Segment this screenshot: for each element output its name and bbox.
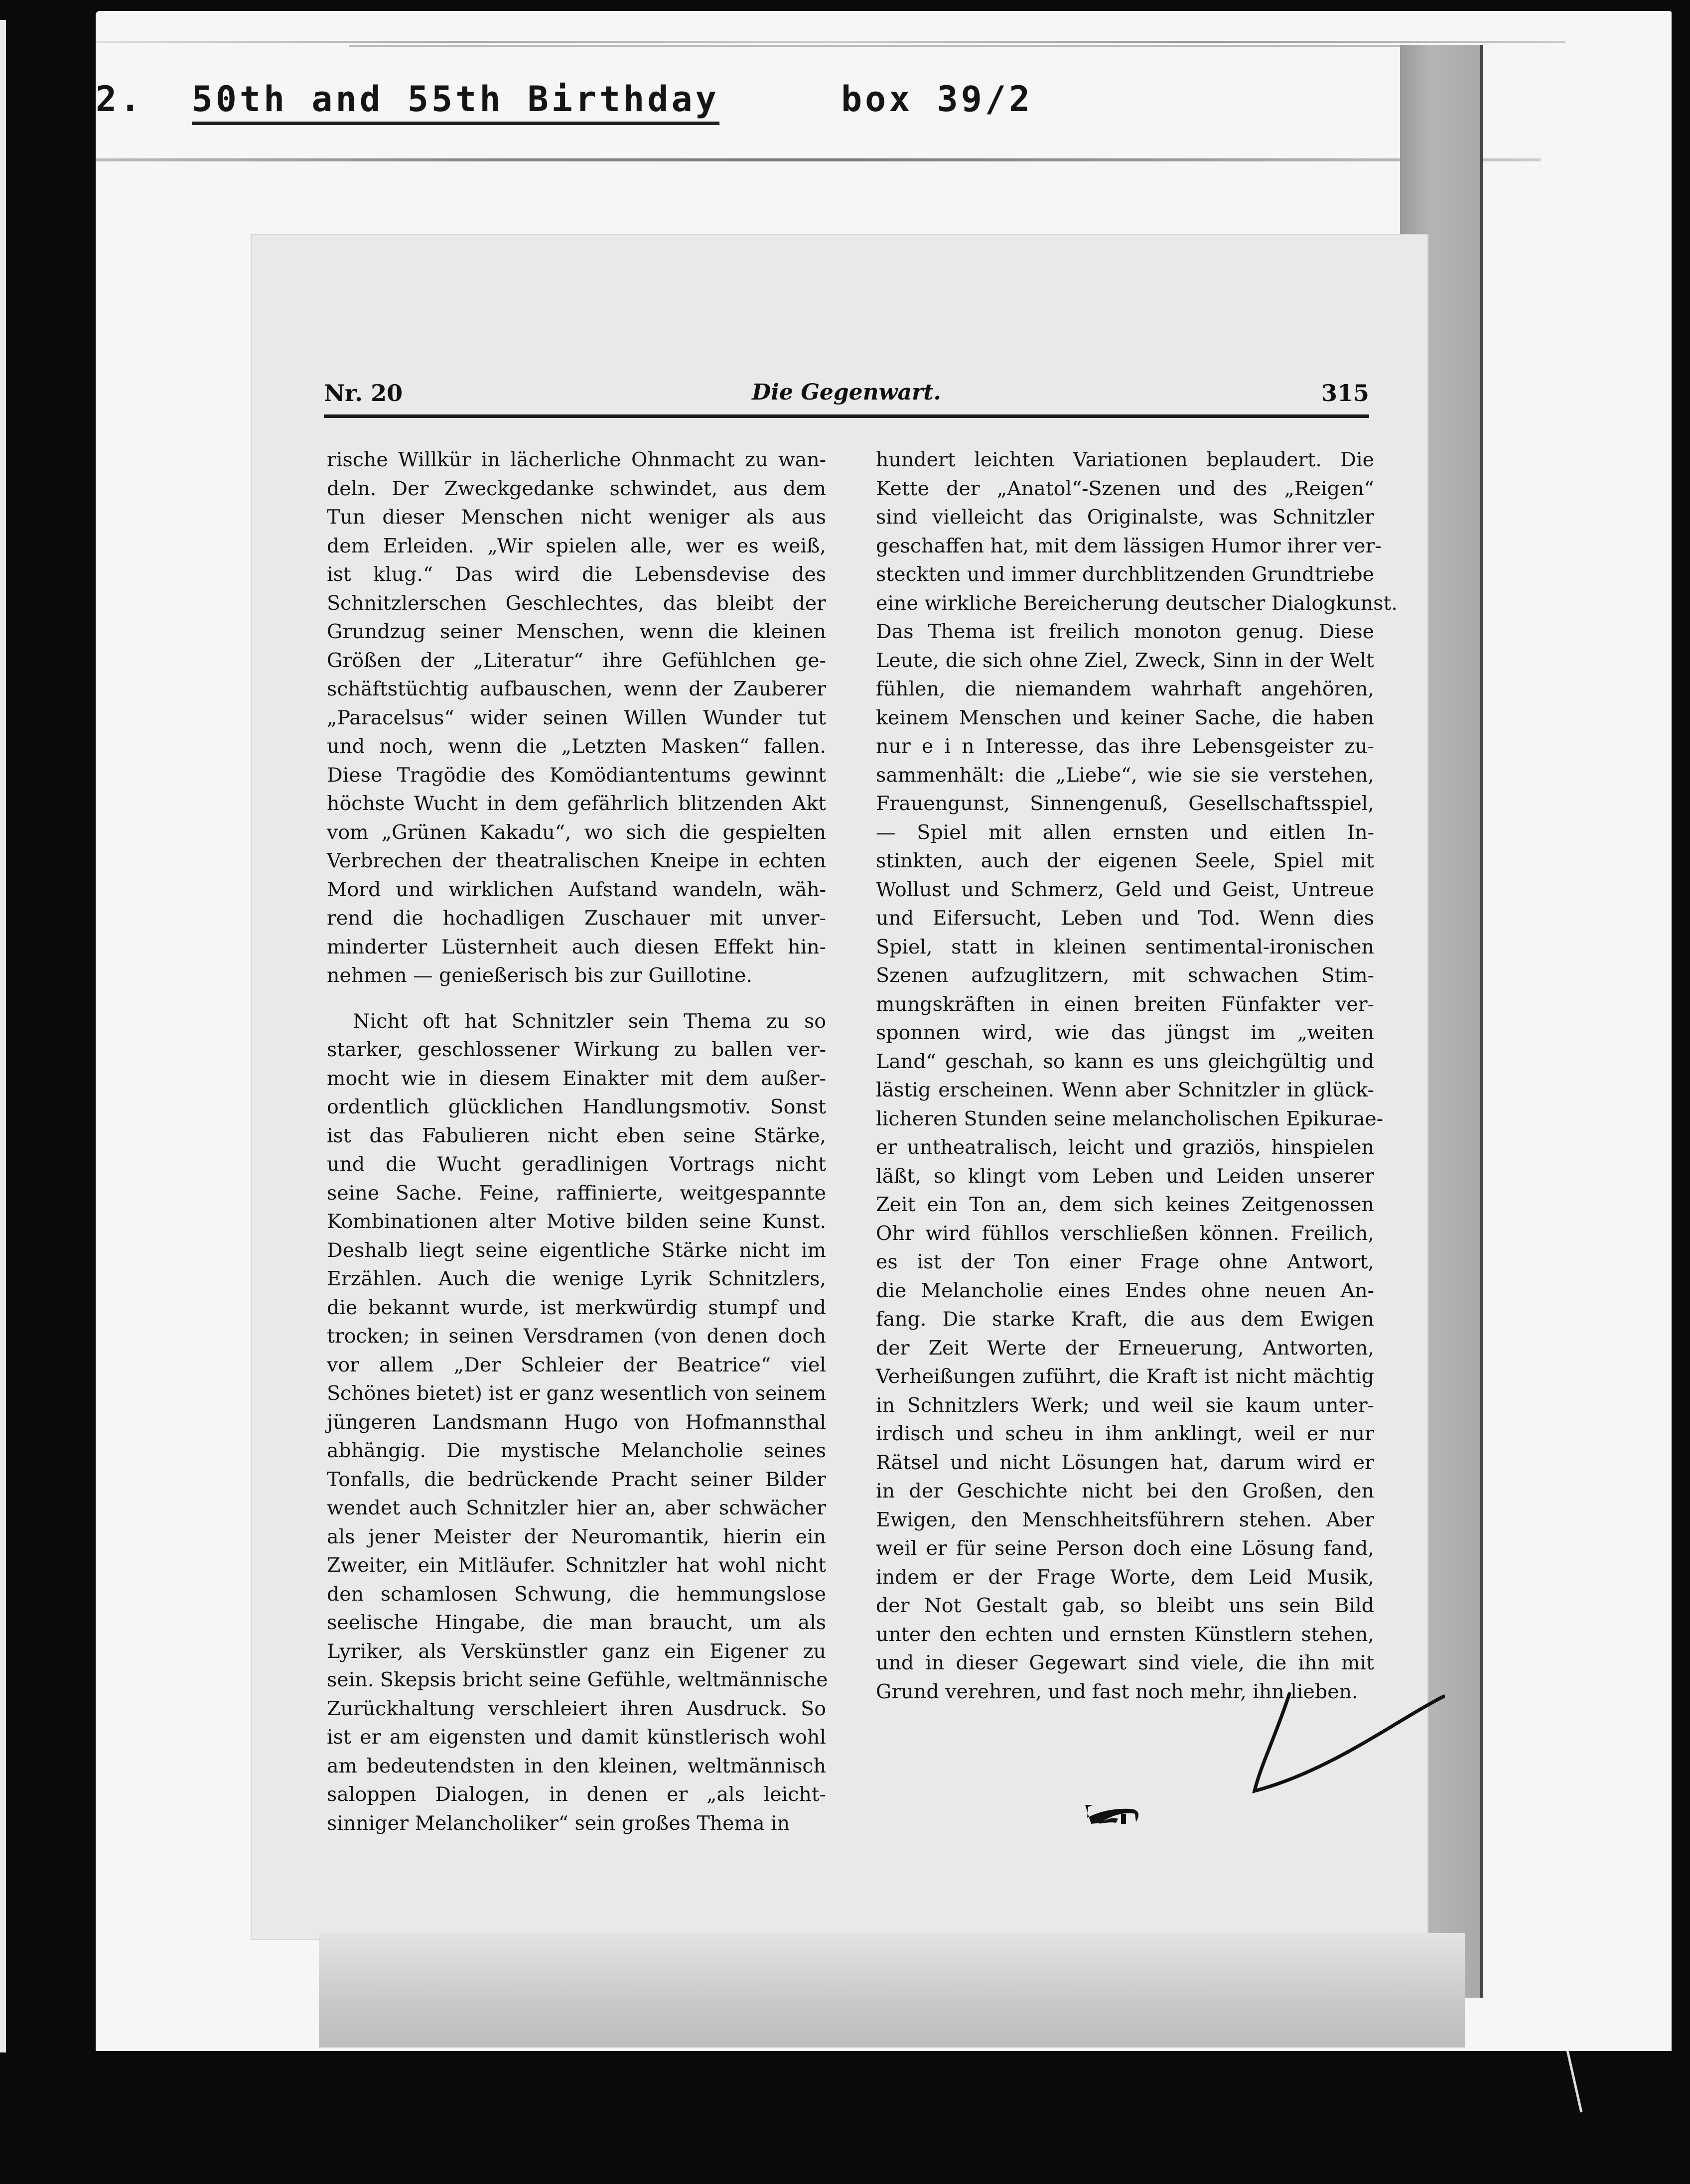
article-line: Kombinationen alter Motive bilden seine Kunst. <box>327 1210 826 1233</box>
running-head <box>324 380 1369 410</box>
pencil-check-mark-icon <box>1246 1691 1445 1796</box>
article-line: „Paracelsus“ wider seinen Willen Wunder tut <box>327 706 826 729</box>
article-line: Tonfalls, die bedrückende Pracht seiner Bilder <box>327 1468 826 1491</box>
page-number: 315 <box>1321 380 1369 407</box>
article-column-left <box>327 446 826 1838</box>
article-line: sein. Skepsis bricht seine Gefühle, weltmännische <box>327 1668 828 1691</box>
article-column-right <box>876 446 1398 1706</box>
article-line: in Schnitzlers Werk; und weil sie kaum unter- <box>876 1393 1374 1417</box>
article-line: starker, geschlossener Wirkung zu ballen ver- <box>327 1038 826 1061</box>
article-line: und in dieser Gegewart sind viele, die ihn mit <box>876 1651 1374 1674</box>
article-line: sponnen wird, wie das jüngst im „weiten <box>876 1021 1374 1044</box>
article-line: ordentlich glücklichen Handlungsmotiv. Sonst <box>327 1095 826 1118</box>
article-line: geschaffen hat, mit dem lässigen Humor ihrer ver- <box>876 534 1382 557</box>
paragraph-gap <box>327 990 826 1007</box>
publication-title: Die Gegenwart. <box>752 380 941 405</box>
article-line: Ohr wird fühllos verschließen können. Freilich, <box>876 1222 1374 1245</box>
article-line: saloppen Dialogen, in denen er „als leicht- <box>327 1783 826 1806</box>
folder-rule-top <box>96 41 1565 43</box>
article-line: hundert leichten Variationen beplaudert. Die <box>876 448 1374 471</box>
pencil-stroke <box>1255 1694 1444 1791</box>
article-line: mungskräften in einen breiten Fünfakter ver- <box>876 992 1374 1016</box>
article-line: — Spiel mit allen ernsten und eitlen In- <box>876 820 1374 844</box>
article-line: Spiel, statt in kleinen sentimental-ironischen <box>876 935 1374 958</box>
article-line: Frauengunst, Sinnengenuß, Gesellschaftsspiel, <box>876 792 1374 815</box>
article-line: weil er für seine Person doch eine Lösung fand, <box>876 1537 1374 1560</box>
article-line: rend die hochadligen Zuschauer mit unver- <box>327 907 826 930</box>
article-line: schäftstüchtig aufbauschen, wenn der Zauberer <box>327 678 826 700</box>
article-line: jüngeren Landsmann Hugo von Hofmannsthal <box>327 1410 826 1434</box>
article-line: und die Wucht geradlinigen Vortrags nicht <box>327 1153 826 1176</box>
article-line: Das Thema ist freilich monoton genug. Diese <box>876 620 1374 643</box>
article-line: Zeit ein Ton an, dem sich keines Zeitgenossen <box>876 1193 1374 1216</box>
article-line: sammenhält: die „Liebe“, wie sie sie verstehen, <box>876 763 1374 787</box>
article-line: Grund verehren, und fast noch mehr, ihn lieben. <box>876 1680 1358 1703</box>
article-line: Wollust und Schmerz, Geld und Geist, Untreue <box>876 878 1374 901</box>
article-line: höchste Wucht in dem gefährlich blitzenden Akt <box>327 792 826 815</box>
article-line: rische Willkür in lächerliche Ohnmacht zu wan- <box>327 448 826 471</box>
article-line: Mord und wirklichen Aufstand wandeln, wäh- <box>327 878 826 901</box>
article-line: Schnitzlerschen Geschlechtes, das bleibt der <box>327 591 826 615</box>
article-line: Schönes bietet) ist er ganz wesentlich von seinem <box>327 1382 827 1405</box>
article-line: unter den echten und ernsten Künstlern stehen, <box>876 1623 1374 1646</box>
article-line: keinem Menschen und keiner Sache, die haben <box>876 706 1374 729</box>
article-line: und Eifersucht, Leben und Tod. Wenn dies <box>876 907 1374 930</box>
article-line: am bedeutendsten in den kleinen, weltmännisch <box>327 1754 826 1777</box>
article-line: indem er der Frage Worte, dem Leid Musik, <box>876 1565 1374 1589</box>
folder-title: 50th and 55th Birthday <box>192 79 719 125</box>
article-line: sinniger Melancholiker“ sein großes Thema in <box>327 1811 790 1835</box>
article-line: Ewigen, den Menschheitsführern stehen. Aber <box>876 1508 1374 1531</box>
article-line: Deshalb liegt seine eigentliche Stärke nicht im <box>327 1238 826 1262</box>
scanner-edge-strip <box>0 20 6 2052</box>
article-line: dem Erleiden. „Wir spielen alle, wer es weiß, <box>327 534 826 557</box>
article-line: vor allem „Der Schleier der Beatrice“ viel <box>327 1353 826 1376</box>
article-line: Szenen aufzuglitzern, mit schwachen Stim- <box>876 964 1374 987</box>
article-line: Kette der „Anatol“-Szenen und des „Reigen“ <box>876 477 1374 500</box>
article-line: in der Geschichte nicht bei den Großen, den <box>876 1480 1374 1502</box>
article-line: Verbrechen der theatralischen Kneipe in echten <box>327 849 826 872</box>
article-line: Größen der „Literatur“ ihre Gefühlchen ge- <box>327 649 826 672</box>
article-line: und noch, wenn die „Letzten Masken“ fallen. <box>327 735 826 758</box>
article-line: deln. Der Zweckgedanke schwindet, aus dem <box>327 477 826 500</box>
issue-number: Nr. 20 <box>324 380 403 407</box>
article-line: Diese Tragödie des Komödiantentums gewinnt <box>327 763 826 787</box>
article-line: abhängig. Die mystische Melancholie seines <box>327 1439 826 1462</box>
article-line: Lyriker, als Verskünstler ganz ein Eigener zu <box>327 1639 826 1663</box>
clipping-shadow <box>319 1933 1465 2048</box>
article-line: Rätsel und nicht Lösungen hat, darum wird er <box>876 1451 1374 1474</box>
article-line: vom „Grünen Kakadu“, wo sich die gespielten <box>327 820 826 844</box>
article-line: nehmen — genießerisch bis zur Guillotine. <box>327 964 752 987</box>
folder-section-number: 2. <box>96 79 144 120</box>
article-line: steckten und immer durchblitzenden Grundtriebe <box>876 563 1374 586</box>
signet-ornament-icon <box>1081 1801 1141 1831</box>
article-line: Verheißungen zuführt, die Kraft ist nicht mächtig <box>876 1365 1374 1388</box>
header-rule <box>324 414 1369 418</box>
article-line: Grundzug seiner Menschen, wenn die kleinen <box>327 620 826 643</box>
article-line: der Zeit Werte der Erneuerung, Antworten, <box>876 1336 1374 1360</box>
article-line: ist das Fabulieren nicht eben seine Stärke, <box>327 1124 826 1147</box>
article-line: läßt, so klingt vom Leben und Leiden unserer <box>876 1164 1374 1188</box>
article-line: sind vielleicht das Originalste, was Schnitzler <box>876 506 1374 529</box>
folder-box-number: box 39/2 <box>841 79 1033 120</box>
article-line: Tun dieser Menschen nicht weniger als aus <box>327 506 826 529</box>
article-line: ist er am eigensten und damit künstlerisch wohl <box>327 1726 826 1749</box>
article-line: Zurückhaltung verschleiert ihren Ausdruck. So <box>327 1697 826 1720</box>
article-line: fühlen, die niemandem wahrhaft angehören, <box>876 678 1374 700</box>
article-line: wendet auch Schnitzler hier an, aber schwächer <box>327 1497 826 1519</box>
article-line: die bekannt wurde, ist merkwürdig stumpf und <box>327 1296 826 1319</box>
article-line: es ist der Ton einer Frage ohne Antwort, <box>876 1250 1374 1273</box>
article-line: trocken; in seinen Versdramen (von denen doch <box>327 1325 826 1348</box>
article-line: lästig erscheinen. Wenn aber Schnitzler in glück- <box>876 1079 1374 1101</box>
article-line: irdisch und scheu in ihm anklingt, weil er nur <box>876 1422 1374 1445</box>
article-line: seine Sache. Feine, raffinierte, weitgespannte <box>327 1181 826 1205</box>
article-line: stinkten, auch der eigenen Seele, Spiel mit <box>876 849 1374 872</box>
article-line: Erzählen. Auch die wenige Lyrik Schnitzlers, <box>327 1267 826 1290</box>
article-line: Nicht oft hat Schnitzler sein Thema zu so <box>353 1009 826 1033</box>
article-line: seelische Hingabe, die man braucht, um als <box>327 1611 826 1634</box>
article-line: eine wirkliche Bereicherung deutscher Dialogkunst. <box>876 591 1398 615</box>
article-line: minderter Lüsternheit auch diesen Effekt hin- <box>327 935 826 958</box>
article-line: die Melancholie eines Endes ohne neuen An- <box>876 1279 1374 1302</box>
article-line: Leute, die sich ohne Ziel, Zweck, Sinn in der Welt <box>876 649 1374 672</box>
article-line: der Not Gestalt gab, so bleibt uns sein Bild <box>876 1594 1374 1617</box>
article-line: den schamlosen Schwung, die hemmungslose <box>327 1582 826 1606</box>
article-line: ist klug.“ Das wird die Lebensdevise des <box>327 563 826 586</box>
article-line: nur e i n Interesse, das ihre Lebensgeister zu- <box>876 735 1374 758</box>
article-line: mocht wie in diesem Einakter mit dem außer- <box>327 1067 826 1090</box>
folder-rule-bottom <box>96 158 1541 161</box>
scan-debris-mark <box>1564 2048 1584 2122</box>
article-line: Land“ geschah, so kann es uns gleichgültig und <box>876 1050 1374 1073</box>
article-line: als jener Meister der Neuromantik, hierin ein <box>327 1525 826 1548</box>
article-line: er untheatralisch, leicht und graziös, hinspielen <box>876 1136 1374 1159</box>
mount-edge <box>349 45 1480 47</box>
folder-label <box>96 79 719 120</box>
article-line: Zweiter, ein Mitläufer. Schnitzler hat wohl nicht <box>327 1554 826 1577</box>
article-line: fang. Die starke Kraft, die aus dem Ewigen <box>876 1308 1374 1331</box>
article-line: licheren Stunden seine melancholischen Epikurae- <box>876 1107 1384 1130</box>
